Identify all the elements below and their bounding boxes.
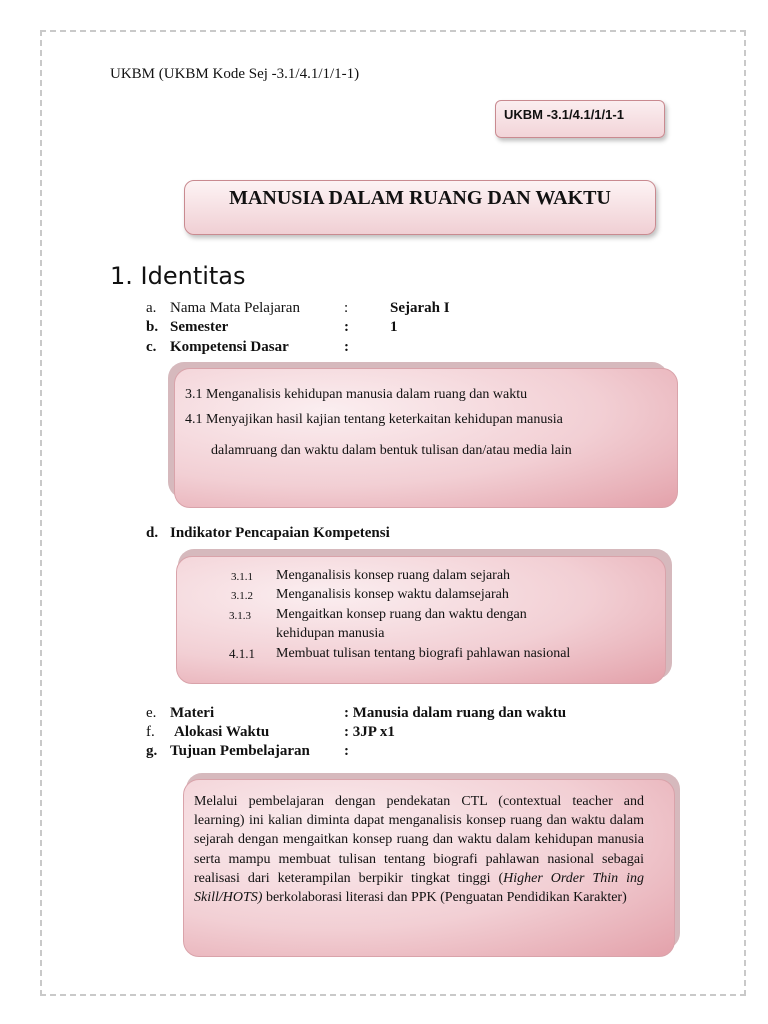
identitas-row-semester [146,317,546,337]
indikator-item-cont: kehidupan manusia [276,626,385,641]
row-label: Indikator Pencapaian Kompetensi [170,525,390,541]
kd-line-3-1: 3.1 Menganalisis kehidupan manusia dalam ruang dan waktu [185,387,528,402]
row-value: : Manusia dalam ruang dan waktu [344,705,567,721]
tujuan-text-part2: berkolaborasi literasi dan PPK (Penguatan Pendidikan Karakter) [262,890,627,906]
row-label: Nama Mata Pelajaran [170,300,300,316]
row-label: Tujuan Pembelajaran [170,743,310,759]
row-letter: f. [146,724,155,740]
row-letter: b. [146,319,159,335]
materi-row [146,703,626,723]
row-value: : [344,743,349,759]
tujuan-paragraph [194,792,644,907]
row-colon: : [344,300,349,316]
row-label: Semester [170,319,229,335]
row-label: Kompetensi Dasar [170,339,289,355]
indikator-num: 3.1.1 [231,571,253,583]
indikator-num: 3.1.2 [231,590,253,602]
indikator-box [176,556,666,684]
row-letter: e. [146,705,157,721]
identitas-row-mapel [146,298,546,318]
row-value: 1 [390,319,398,335]
alokasi-waktu-row [146,722,626,742]
indikator-item: Menganalisis konsep ruang dalam sejarah [276,568,511,583]
row-letter: g. [146,743,158,759]
tujuan-text-part1: Melalui pembelajaran dengan pendekatan CTL (contextual teacher and learning) ini kalian diminta dapat menganalisis konsep ruang dan waktu dalam sejarah dengan mengaitkan konsep ruang dan waktu dalam kehidupan manusia serta mampu membuat tulisan tentang biografi pahlawan nasional sebagai realisasi dari keterampilan berpikir tingkat tinggi ( [194,794,644,886]
row-value: : 3JP x1 [344,724,395,740]
ukbm-code-badge: UKBM -3.1/4.1/1/1-1 [495,100,665,138]
row-letter: d. [146,525,159,541]
row-value: Sejarah I [390,300,450,316]
indikator-item: Menganalisis konsep waktu dalamsejarah [276,587,509,602]
kd-box [174,368,678,508]
indikator-num: 4.1.1 [229,646,255,661]
indikator-item: Membuat tulisan tentang biografi pahlawan nasional [276,646,571,661]
row-label: Alokasi Waktu [174,724,270,740]
row-letter: c. [146,339,157,355]
row-colon: : [344,319,349,335]
kd-line-4-1-cont: dalamruang dan waktu dalam bentuk tulisan dan/atau media lain [211,443,572,458]
row-label: Materi [170,705,215,721]
ukbm-header-line: UKBM (UKBM Kode Sej -3.1/4.1/1/1-1) [110,66,360,82]
kd-line-4-1: 4.1 Menyajikan hasil kajian tentang keterkaitan kehidupan manusia [185,412,563,427]
tujuan-text-italic: Higher Order Thin ing Skill/HOTS) [194,870,644,906]
tujuan-row [146,741,626,761]
page-title: MANUSIA DALAM RUANG DAN WAKTU [184,180,656,235]
section-heading-identitas: 1. Identitas [110,262,246,290]
indikator-item: Mengaitkan konsep ruang dan waktu dengan [276,607,527,622]
row-colon: : [344,339,349,355]
identitas-row-kd [146,337,546,357]
row-letter: a. [146,300,157,316]
indikator-num: 3.1.3 [229,610,251,622]
indikator-heading [146,523,546,543]
